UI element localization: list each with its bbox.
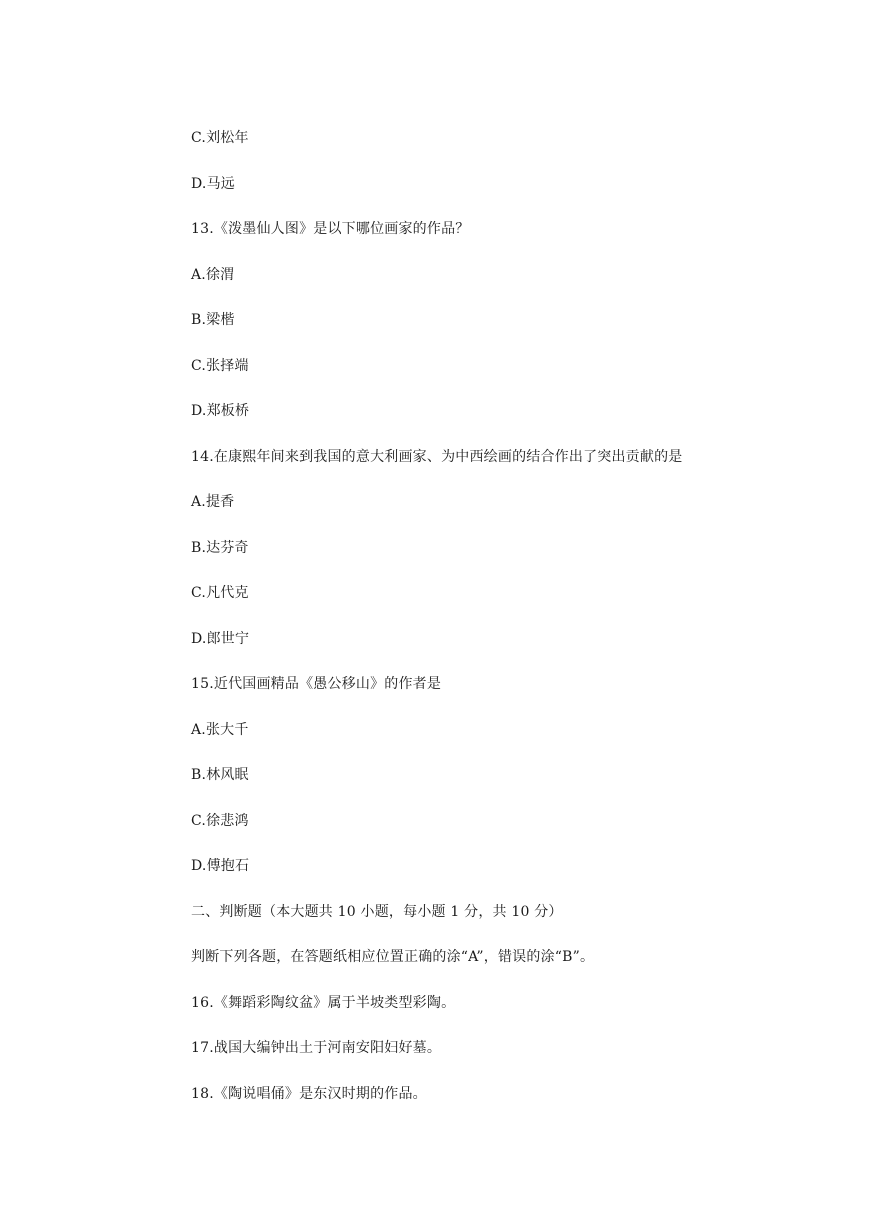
option-a-q14: A.提香 [191, 494, 235, 510]
option-c-q13: C.张择端 [191, 358, 249, 374]
section-heading: 二、判断题（本大题共 10 小题，每小题 1 分，共 10 分） [191, 904, 563, 920]
section-instructions: 判断下列各题，在答题纸相应位置正确的涂“A”，错误的涂“B”。 [191, 949, 595, 965]
option-d-q13: D.郑板桥 [191, 403, 250, 419]
question-17: 17.战国大编钟出土于河南安阳妇好墓。 [191, 1040, 442, 1056]
option-b-q15: B.林风眠 [191, 767, 249, 783]
option-a-q13: A.徐渭 [191, 267, 235, 283]
option-b-q13: B.梁楷 [191, 312, 235, 328]
option-d-q14: D.郎世宁 [191, 631, 250, 647]
question-18: 18.《陶说唱俑》是东汉时期的作品。 [191, 1086, 427, 1102]
option-c-q12: C.刘松年 [191, 130, 249, 146]
question-14: 14.在康熙年间来到我国的意大利画家、为中西绘画的结合作出了突出贡献的是 [191, 449, 683, 465]
option-b-q14: B.达芬奇 [191, 540, 249, 556]
question-13: 13.《泼墨仙人图》是以下哪位画家的作品？ [191, 221, 470, 237]
question-15: 15.近代国画精品《愚公移山》的作者是 [191, 676, 442, 692]
option-c-q14: C.凡代克 [191, 585, 249, 601]
option-a-q15: A.张大千 [191, 722, 249, 738]
option-d-q15: D.傅抱石 [191, 858, 250, 874]
option-c-q15: C.徐悲鸿 [191, 813, 249, 829]
option-d-q12: D.马远 [191, 176, 235, 192]
question-16: 16.《舞蹈彩陶纹盆》属于半坡类型彩陶。 [191, 995, 456, 1011]
